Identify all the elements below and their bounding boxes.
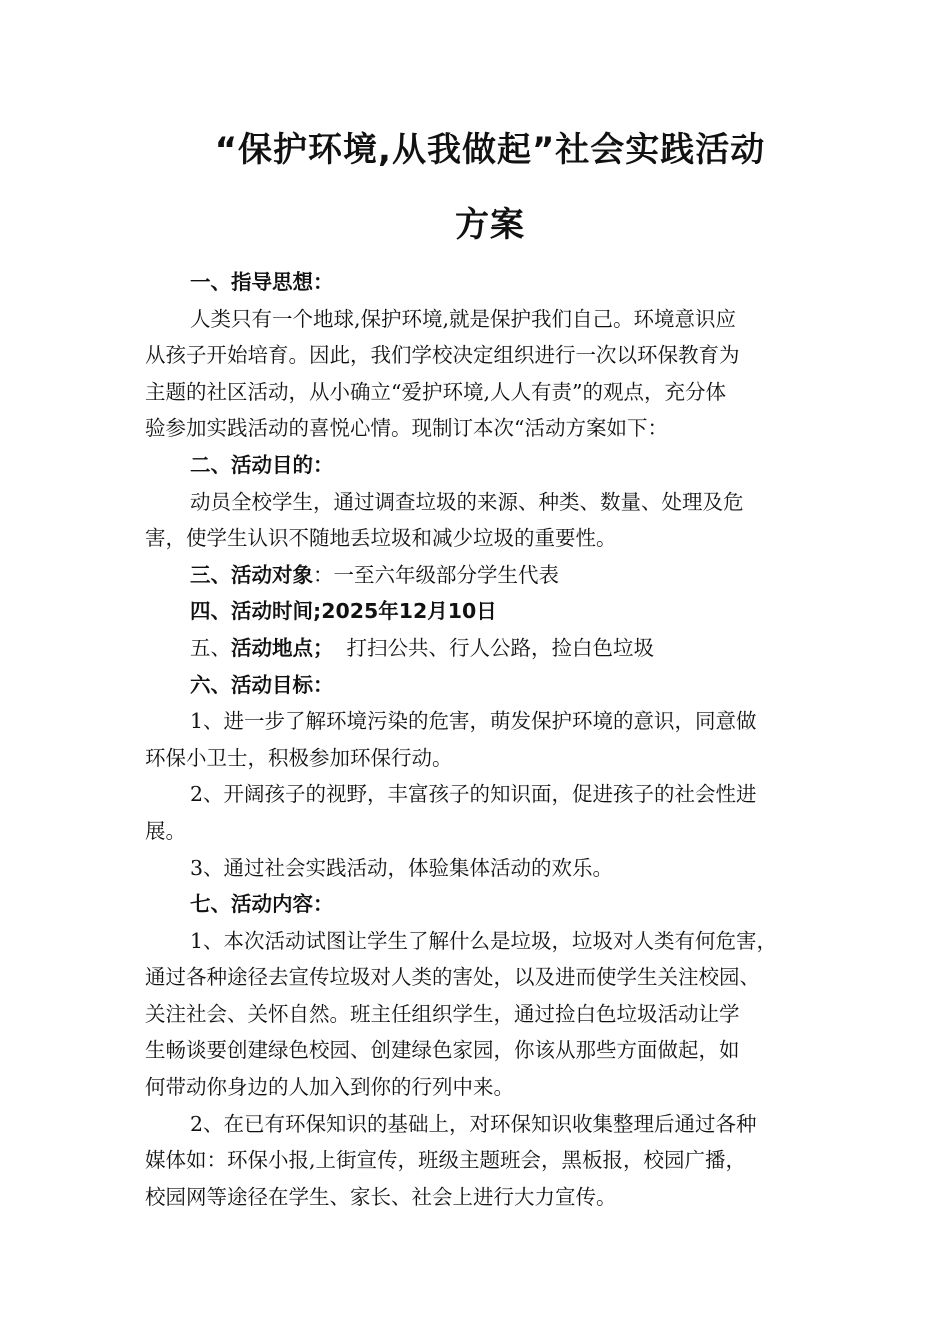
paragraph-line: 环保小卫士，积极参加环保行动。	[145, 745, 453, 770]
section-heading-purpose: 二、活动目的：	[190, 452, 334, 477]
paragraph-line: 验参加实践活动的喜悦心情。现制订本次“活动方案如下：	[145, 416, 668, 441]
paragraph-line: 主题的社区活动，从小确立“爱护环境,人人有责”的观点，充分体	[145, 379, 726, 404]
paragraph-line: 动员全校学生，通过调查垃圾的来源、种类、数量、处理及危	[190, 489, 744, 514]
paragraph-line: 关注社会、关怀自然。班主任组织学生，通过捡白色垃圾活动让学	[145, 1001, 740, 1026]
paragraph-line: 从孩子开始培育。因此，我们学校决定组织进行一次以环保教育为	[145, 343, 740, 368]
paragraph-line: 人类只有一个地球,保护环境,就是保护我们自己。环境意识应	[190, 306, 737, 331]
section-participants	[145, 557, 810, 594]
paragraph-line: 1、本次活动试图让学生了解什么是垃圾，垃圾对人类有何危害，	[190, 928, 778, 953]
paragraph-line: 校园网等途径在学生、家长、社会上进行大力宣传。	[145, 1184, 617, 1209]
document-title-line2: 方案	[455, 205, 525, 245]
location-label: 活动地点；	[231, 635, 334, 660]
paragraph-line: 何带动你身边的人加入到你的行列中来。	[145, 1075, 514, 1100]
paragraph-line: 2、在已有环保知识的基础上，对环保知识收集整理后通过各种	[190, 1111, 757, 1136]
section-heading-guiding-thought: 一、指导思想：	[190, 270, 334, 294]
document-title-line1: “保护环境,从我做起”社会实践活动	[214, 130, 766, 170]
participants-value: ：一至六年级部分学生代表	[313, 562, 559, 587]
document-body	[145, 264, 810, 1215]
section-heading-goals: 六、活动目标：	[190, 672, 334, 697]
participants-label: 三、活动对象	[190, 562, 313, 587]
paragraph-line: 展。	[145, 818, 186, 843]
section-heading-content: 七、活动内容：	[190, 892, 334, 917]
paragraph-line: 2、开阔孩子的视野，丰富孩子的知识面，促进孩子的社会性进	[190, 782, 757, 807]
paragraph-line: 通过各种途径去宣传垃圾对人类的害处，以及进而使学生关注校园、	[145, 965, 760, 990]
paragraph-line: 1、进一步了解环境污染的危害，萌发保护环境的意识，同意做	[190, 709, 757, 734]
paragraph-line: 害，使学生认识不随地丢垃圾和减少垃圾的重要性。	[145, 526, 617, 551]
paragraph-line: 媒体如：环保小报,上街宣传，班级主题班会，黑板报，校园广播，	[145, 1148, 747, 1173]
paragraph-line: 生畅谈要创建绿色校园、创建绿色家园，你该从那些方面做起，如	[145, 1038, 740, 1063]
location-value: 打扫公共、行人公路，捡白色垃圾	[333, 635, 655, 660]
paragraph-line: 3、通过社会实践活动，体验集体活动的欢乐。	[190, 855, 614, 880]
location-prefix: 五、	[190, 635, 231, 660]
section-time: 四、活动时间;2025年12月10日	[190, 599, 497, 624]
section-location	[145, 630, 810, 667]
